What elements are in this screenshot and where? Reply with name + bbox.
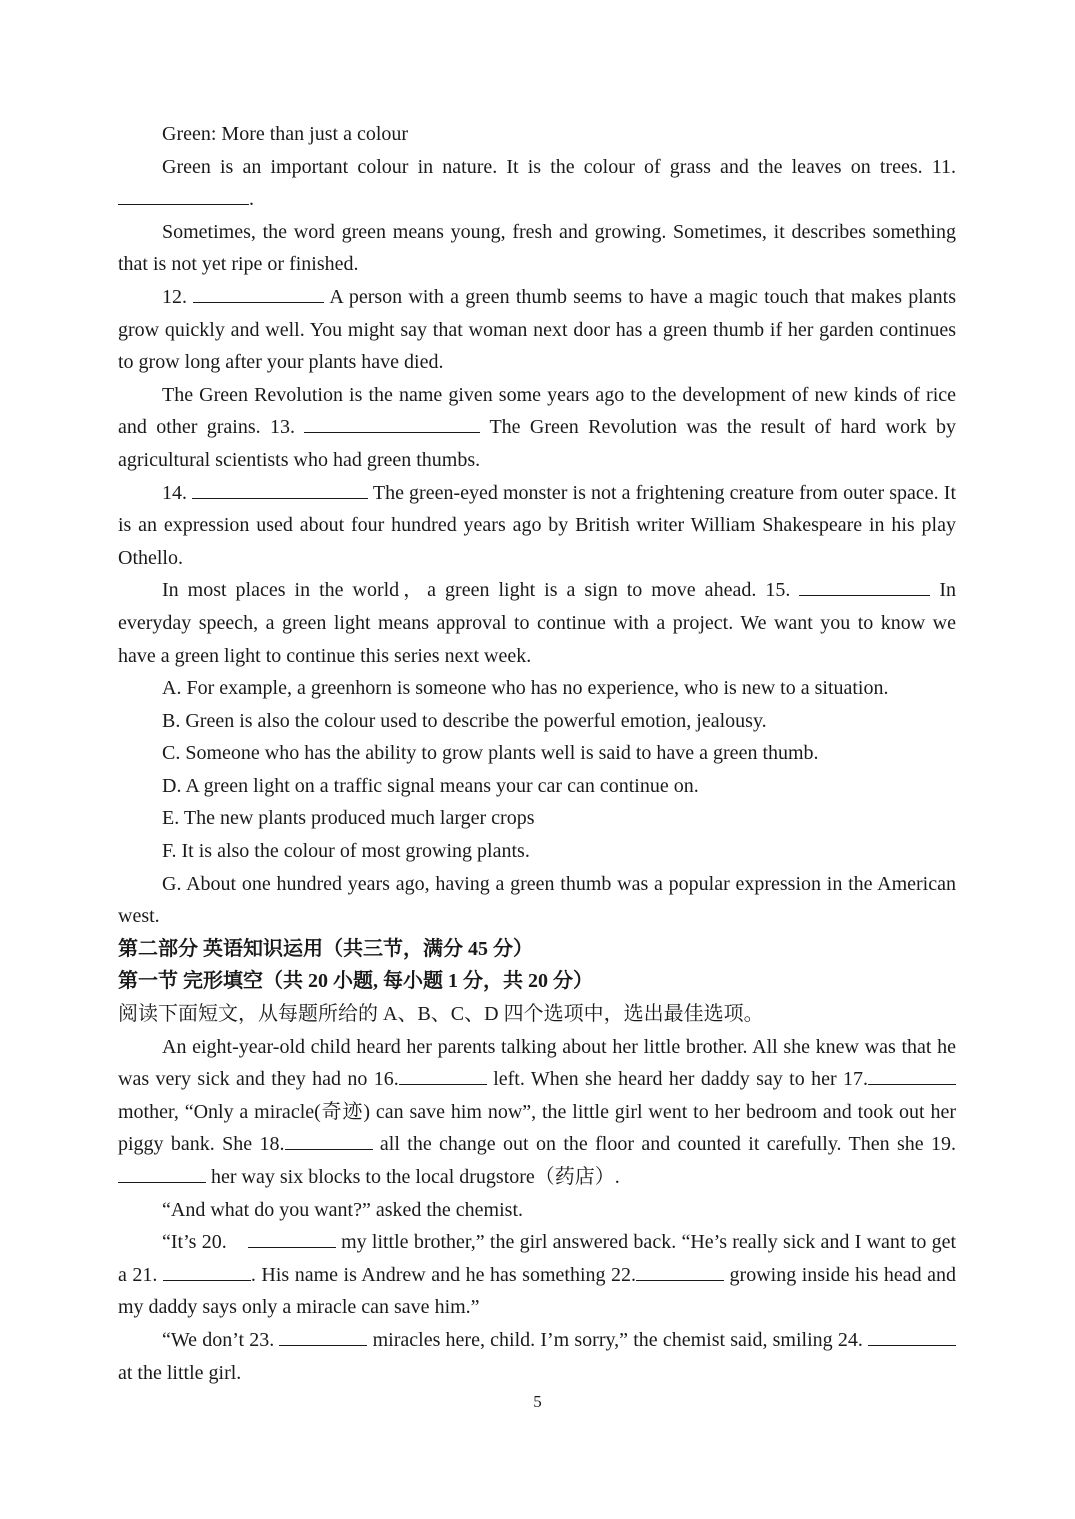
option-a: A. For example, a greenhorn is someone who has no experience, who is new to a situation.: [162, 677, 889, 700]
blank-16: [399, 1063, 487, 1085]
paragraph: The Green Revolution is the name given some years ago to the development of new kinds of rice and other grains. 13. The Green Revolution was the result of hard work by agricultural scientists who had green thumbs.: [118, 383, 957, 471]
option-b: B. Green is also the colour used to describe the powerful emotion, jealousy.: [162, 709, 767, 732]
blank-12: [193, 281, 324, 303]
blank-15: [799, 574, 930, 596]
option-g: G. About one hundred years ago, having a green thumb was a popular expression in the American west.: [118, 872, 956, 928]
option-f: F. It is also the colour of most growing plants.: [162, 840, 530, 863]
cloze-paragraph: “It’s 20. my little brother,” the girl answered back. “He’s really sick and I want to get a 21. . His name is Andrew and he has something 22. growing inside his head and my daddy says only a miracle can save him.”: [118, 1226, 956, 1324]
blank-11: [118, 183, 249, 205]
blank-23: [279, 1324, 367, 1346]
paragraph: 14. The green-eyed monster is not a frightening creature from outer space. It is an expression used about four hundred years ago by British writer William Shakespeare in his play Othello.: [118, 477, 956, 575]
blank-17: [868, 1063, 956, 1085]
part-heading: 第二部分 英语知识运用（共三节，满分 45 分）: [118, 937, 533, 960]
blank-18: [285, 1128, 373, 1150]
page-number: 5: [533, 1392, 542, 1411]
cloze-paragraph: An eight-year-old child heard her parents talking about her little brother. All she knew was that he was very sick and they had no 16. left. When she heard her daddy say to her 17. mother, “Only a miracle(奇迹) can save him now”, the little girl went to her bedroom and took out her piggy bank. She 18. all the change out on the floor and counted it carefully. Then she 19. her way six blocks to the local drugstore（药店）.: [118, 1035, 957, 1188]
passage-title: Green: More than just a colour: [162, 123, 409, 145]
option-d: D. A green light on a traffic signal means your car can continue on.: [162, 774, 699, 797]
cloze-paragraph: “And what do you want?” asked the chemist.: [162, 1198, 524, 1221]
blank-24: [868, 1324, 956, 1346]
paragraph: 12. A person with a green thumb seems to have a magic touch that makes plants grow quickly and well. You might say that woman next door has a green thumb if her garden continues to grow long after your plants have died.: [118, 281, 956, 379]
blank-20: [248, 1226, 336, 1248]
option-e: E. The new plants produced much larger crops: [162, 807, 535, 830]
paragraph: In most places in the world，a green light is a sign to move ahead. 15. In everyday speech, a green light means approval to continue with a project. We want you to know we have a green light to continue this series next week.: [118, 574, 956, 672]
blank-19: [118, 1161, 206, 1183]
blank-14: [192, 477, 368, 499]
cloze-paragraph: “We don’t 23. miracles here, child. I’m sorry,” the chemist said, smiling 24. at the little girl.: [118, 1324, 956, 1389]
paragraph: Green is an important colour in nature. It is the colour of grass and the leaves on trees. 11. .: [118, 151, 956, 216]
blank-22: [636, 1259, 724, 1281]
option-c: C. Someone who has the ability to grow plants well is said to have a green thumb.: [162, 742, 819, 765]
blank-21: [163, 1259, 251, 1281]
document-page: [118, 118, 956, 1389]
paragraph: Sometimes, the word green means young, fresh and growing. Sometimes, it describes something that is not yet ripe or finished.: [118, 220, 956, 276]
blank-13: [304, 411, 480, 433]
section-heading: 第一节 完形填空（共 20 小题, 每小题 1 分，共 20 分）: [118, 970, 593, 993]
instruction: 阅读下面短文，从每题所给的 A、B、C、D 四个选项中，选出最佳选项。: [118, 1003, 764, 1026]
